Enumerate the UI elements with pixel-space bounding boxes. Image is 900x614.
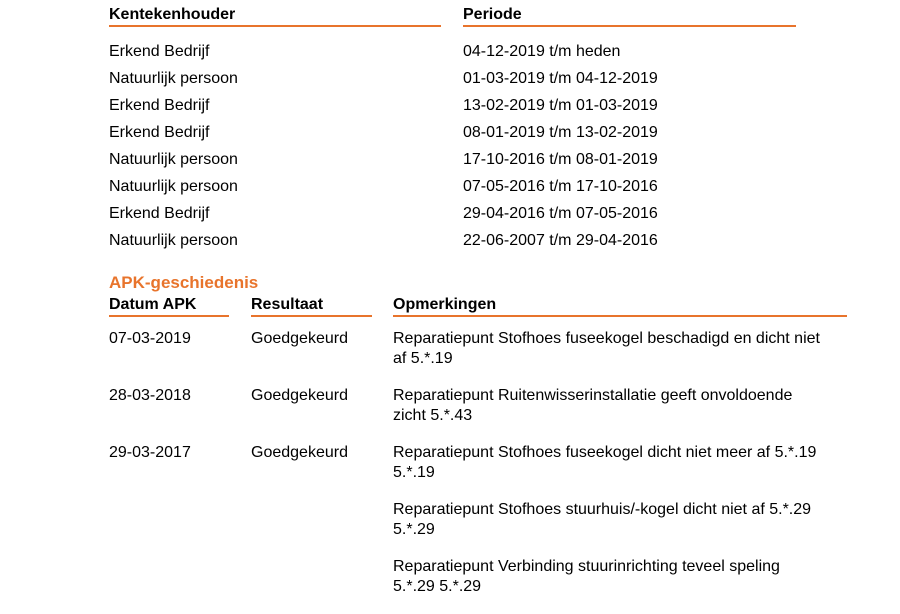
owners-table-header: [109, 6, 869, 24]
owner-holder: Erkend Bedrijf: [109, 43, 210, 60]
owner-row: [109, 205, 869, 232]
owner-holder: Erkend Bedrijf: [109, 124, 210, 141]
apk-section-title: APK-geschiedenis: [109, 273, 259, 292]
owner-period: 17-10-2016 t/m 08-01-2019: [463, 151, 658, 168]
apk-date: 07-03-2019: [109, 330, 191, 347]
apk-remarks: [393, 443, 847, 597]
apk-remarks: [393, 386, 847, 426]
owner-row: [109, 151, 869, 178]
owner-period: 01-03-2019 t/m 04-12-2019: [463, 70, 658, 87]
owner-period: 07-05-2016 t/m 17-10-2016: [463, 178, 658, 195]
header-periode: Periode: [463, 6, 796, 27]
header-opmerkingen: Opmerkingen: [393, 296, 847, 317]
owner-row: [109, 178, 869, 205]
owner-row: [109, 232, 869, 259]
remark-line: Reparatiepunt Stofhoes stuurhuis/-kogel dicht niet af 5.*.29: [393, 501, 812, 518]
apk-row: [109, 386, 869, 426]
apk-result: Goedgekeurd: [251, 387, 348, 404]
owner-period: 22-06-2007 t/m 29-04-2016: [463, 232, 658, 249]
remark-line: Reparatiepunt Ruitenwisserinstallatie geeft onvoldoende: [393, 387, 793, 404]
apk-result: Goedgekeurd: [251, 444, 348, 461]
apk-remark: [393, 500, 847, 540]
apk-row: [109, 329, 869, 369]
owner-row: [109, 97, 869, 124]
owner-period: 08-01-2019 t/m 13-02-2019: [463, 124, 658, 141]
remark-line: Reparatiepunt Stofhoes fuseekogel beschadigd en dicht niet: [393, 330, 820, 347]
apk-row: [109, 443, 869, 597]
owners-table-body: [109, 43, 869, 259]
owner-holder: Natuurlijk persoon: [109, 70, 238, 87]
apk-remark: [393, 557, 847, 597]
apk-result: Goedgekeurd: [251, 330, 348, 347]
remark-line: zicht 5.*.43: [393, 407, 473, 424]
owner-holder: Erkend Bedrijf: [109, 97, 210, 114]
apk-remark: [393, 443, 847, 483]
apk-remark: [393, 386, 847, 426]
owner-row: [109, 124, 869, 151]
owner-row: [109, 43, 869, 70]
remark-line: Reparatiepunt Verbinding stuurinrichting teveel speling: [393, 558, 780, 575]
apk-table-body: [109, 329, 869, 597]
apk-date: 29-03-2017: [109, 444, 191, 461]
owner-holder: Erkend Bedrijf: [109, 205, 210, 222]
owner-period: 04-12-2019 t/m heden: [463, 43, 621, 60]
apk-table-header: [109, 296, 869, 314]
owner-period: 13-02-2019 t/m 01-03-2019: [463, 97, 658, 114]
remark-line: Reparatiepunt Stofhoes fuseekogel dicht niet meer af 5.*.19: [393, 444, 817, 461]
remark-line: 5.*.29 5.*.29: [393, 578, 482, 595]
owner-holder: Natuurlijk persoon: [109, 232, 238, 249]
apk-date: 28-03-2018: [109, 387, 191, 404]
header-resultaat: Resultaat: [251, 296, 372, 317]
remark-line: 5.*.19: [393, 464, 435, 481]
apk-remark: [393, 329, 847, 369]
owner-holder: Natuurlijk persoon: [109, 178, 238, 195]
owner-holder: Natuurlijk persoon: [109, 151, 238, 168]
document-page: [109, 6, 869, 614]
apk-remarks: [393, 329, 847, 369]
header-datum-apk: Datum APK: [109, 296, 229, 317]
owner-period: 29-04-2016 t/m 07-05-2016: [463, 205, 658, 222]
header-kentekenhouder: Kentekenhouder: [109, 6, 441, 27]
remark-line: 5.*.29: [393, 521, 435, 538]
owner-row: [109, 70, 869, 97]
remark-line: af 5.*.19: [393, 350, 453, 367]
